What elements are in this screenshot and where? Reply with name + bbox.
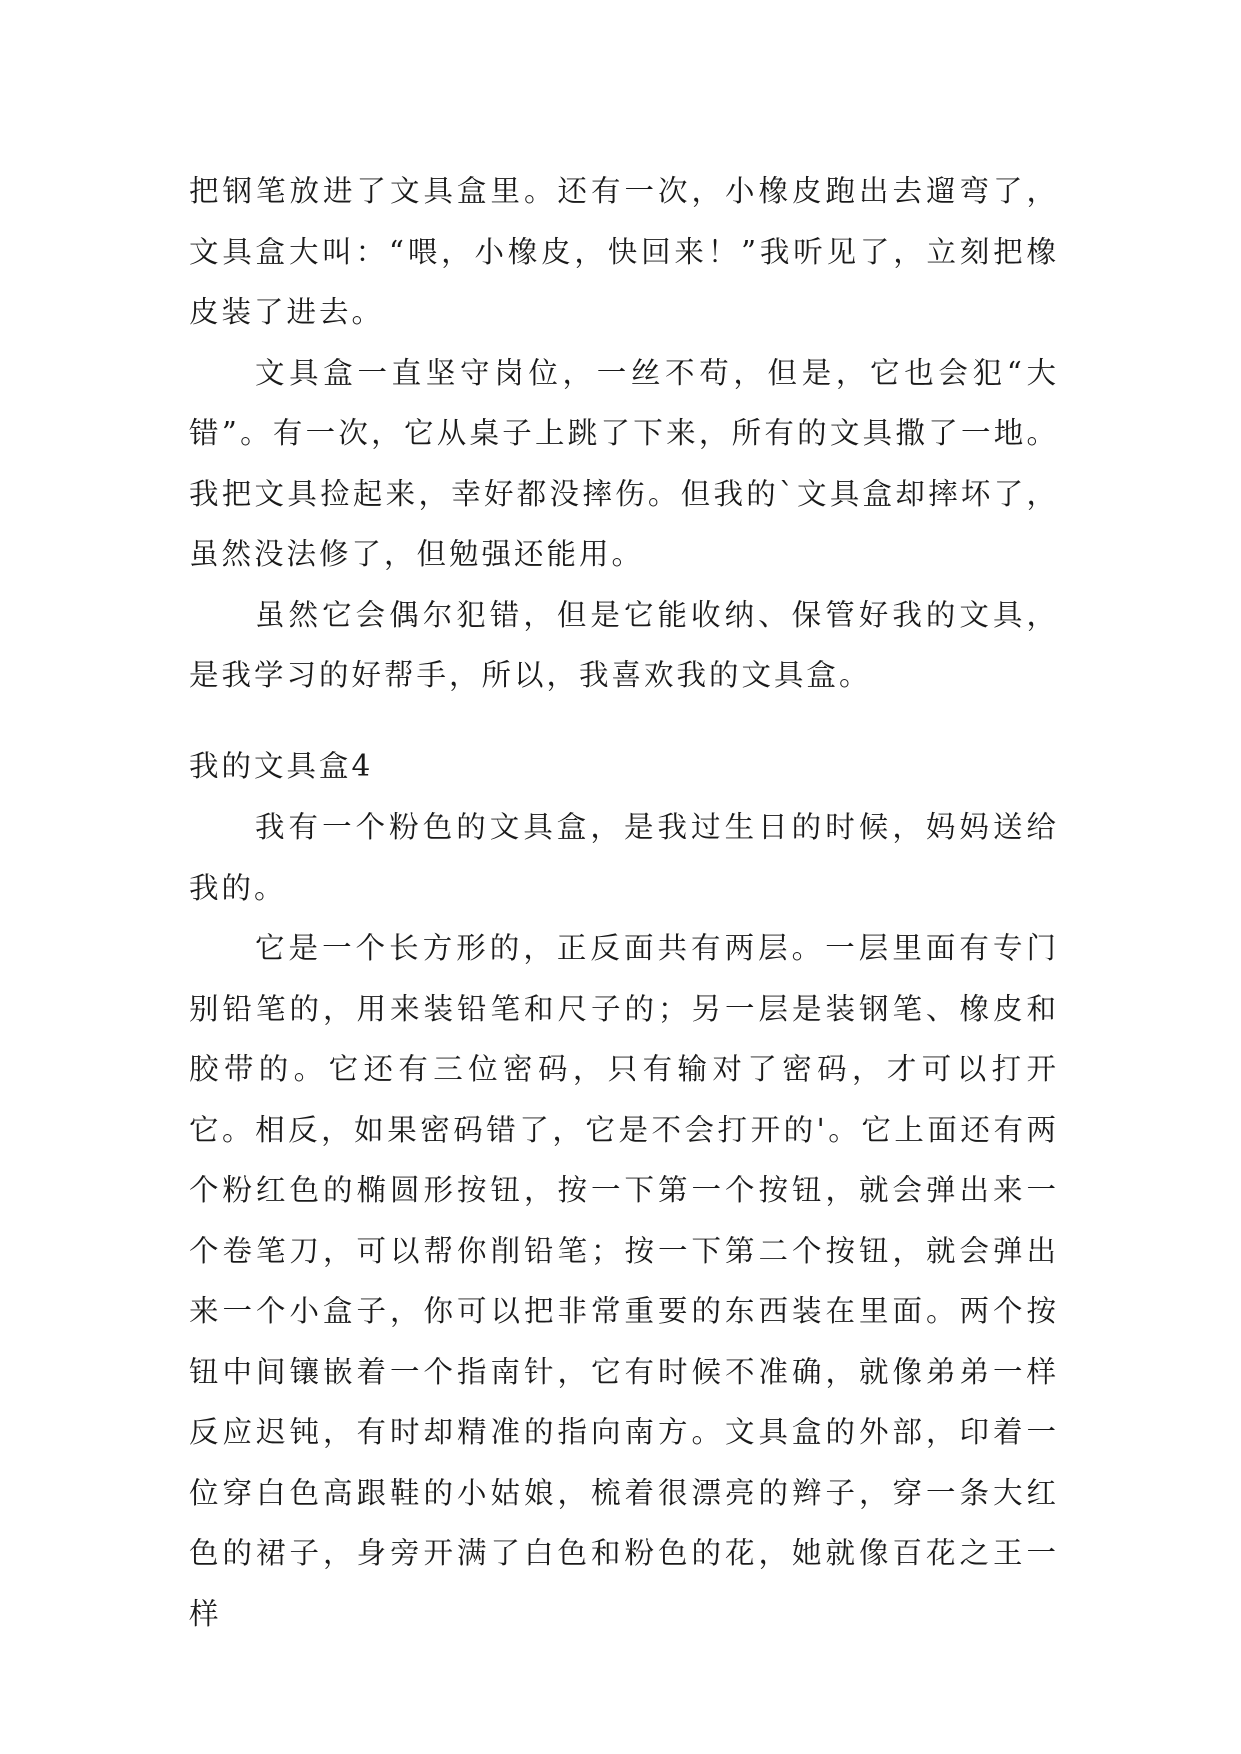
paragraph-description: 它是一个长方形的，正反面共有两层。一层里面有专门别铅笔的，用来装铅笔和尺子的；另一层是装钢笔、橡皮和胶带的。它还有三位密码，只有输对了密码，才可以打开它。相反，如果密码错了，它是不会打开的'。它上面还有两个粉红色的椭圆形按钮，按一下第一个按钮，就会弹出来一个卷笔刀，可以帮你削铅笔；按一下第二个按钮，就会弹出来一个小盒子，你可以把非常重要的东西装在里面。两个按钮中间镶嵌着一个指南针，它有时候不准确，就像弟弟一样反应迟钝，有时却精准的指向南方。文具盒的外部，印着一位穿白色高跟鞋的小姑娘，梳着很漂亮的辫子，穿一条大红色的裙子，身旁开满了白色和粉色的花，她就像百花之王一样 xyxy=(189,931,1059,1631)
essay-4-body xyxy=(189,797,1059,1644)
paragraph-pink-box: 我有一个粉色的文具盒，是我过生日的时候，妈妈送给我的。 xyxy=(189,810,1059,905)
paragraph-continued: 把钢笔放进了文具盒里。还有一次，小橡皮跑出去遛弯了，文具盒大叫：“喂，小橡皮，快回来！”我听见了，立刻把橡皮装了进去。 xyxy=(189,174,1059,329)
paragraph-conclusion: 虽然它会偶尔犯错，但是它能收纳、保管好我的文具，是我学习的好帮手，所以，我喜欢我的文具盒。 xyxy=(189,597,1059,692)
essay-3-ending xyxy=(189,161,1059,706)
essay-4-heading: 我的文具盒4 xyxy=(189,749,374,783)
paragraph-big-mistake: 文具盒一直坚守岗位，一丝不苟，但是，它也会犯“大错”。有一次，它从桌子上跳了下来，所有的文具撒了一地。我把文具捡起来，幸好都没摔伤。但我的`文具盒却摔坏了，虽然没法修了，但勉强还能用。 xyxy=(189,355,1059,571)
